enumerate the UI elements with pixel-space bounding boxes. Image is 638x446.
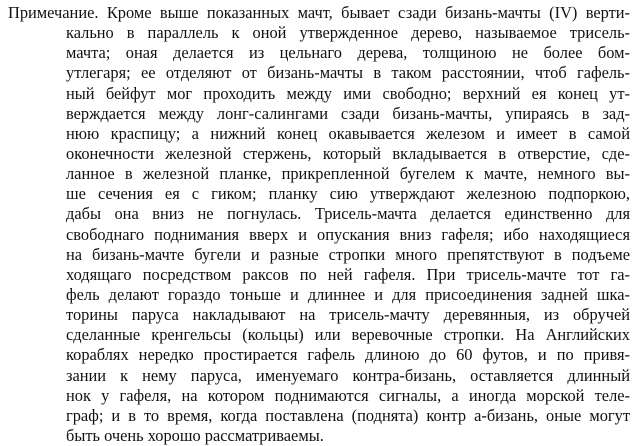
text-line: верждается между лонг-салингами сзади бизань-мачты, упираясь в зад- — [66, 103, 630, 123]
text-line: на бизань-мачте бугели и разные стропки много препятствуют в подъеме — [66, 244, 630, 264]
text-line: дабы она вниз не погнулась. Трисель-мачта делается единственно для — [66, 204, 630, 224]
text-line: Примечание. Кроме выше показанных мачт, бывает сзади бизань-мачты (IV) верти- — [8, 3, 630, 22]
text-line: мачта; оная делается из цельнаго дерева, толщиною не более бом- — [66, 43, 630, 63]
text-line: ходящаго посредством раксов по ней гафеля. При трисель-мачте тот га- — [66, 264, 630, 284]
text-line: кально в параллель к оной утвержденное дерево, называемое трисель- — [66, 23, 630, 43]
text-line: утлегаря; ее отделяют от бизань-мачты в таком расстоянии, чтоб гафель- — [66, 63, 630, 83]
text-line: быть очень хорошо рассматриваемы. — [66, 425, 324, 445]
text-line: зании к нему паруса, именуемаго контра-бизань, оставляется длинный — [66, 365, 630, 385]
text-line: нюю краспицу; а нижний конец окавывается железом и имеет в самой — [66, 123, 630, 143]
text-line: нок у гафеля, на котором поднимаются сигналы, а иногда морской теле- — [66, 385, 630, 405]
text-line: граф; и в то время, когда поставлена (поднята) контр а-бизань, оные могут — [66, 405, 630, 425]
text-line: кораблях нередко простирается гафель длиною до 60 футов, и по привя- — [66, 345, 630, 365]
text-line: оконечности железной стержень, который вкладывается в отверстие, сде- — [66, 143, 630, 163]
text-line: фель делают гораздо тоньше и длиннее и для присоединения задней шка- — [66, 284, 630, 304]
text-line: ный бейфут мог проходить между ими свободно; верхний ея конец ут- — [66, 83, 630, 103]
text-line: ше сечения ея с гиком; планку сию утверждают железною подпоркою, — [66, 184, 630, 204]
text-line: ланное в железной планке, прикрепленной бугелем к мачте, немного вы- — [66, 164, 630, 184]
note-paragraph — [8, 3, 630, 446]
text-line: торины паруса накладывают на трисель-мачту деревянныя, из обручей — [66, 305, 630, 325]
text-line: сделанные кренгельсы (кольцы) или веревочные стропки. На Английских — [66, 325, 630, 345]
text-line: свободнаго поднимания вверх и опускания вниз гафеля; ибо находящиеся — [66, 224, 630, 244]
